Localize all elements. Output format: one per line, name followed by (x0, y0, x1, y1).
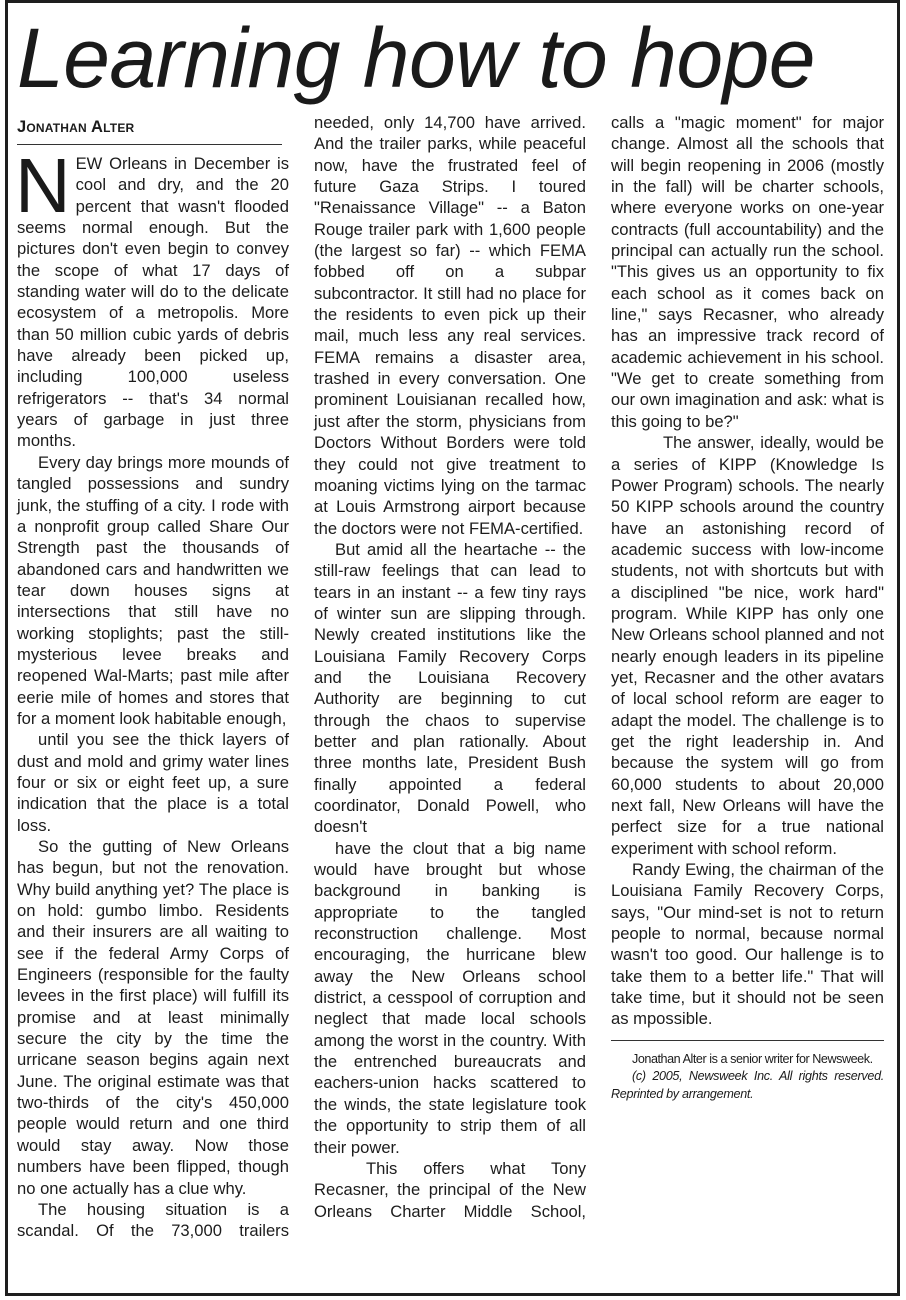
copyright-notice: (c) 2005, Newsweek Inc. All rights reserved. Reprinted by arrangement. (611, 1068, 884, 1101)
paragraph: calls a "magic moment" for major change. Almost all the schools that will begin reopening in 2006 (mostly in the fall) will be charter schools, where everyone works on one-year contracts (full accountability) and the principal can actually run the school. "This gives us an opportunity to fix each school as it comes back on line," says Recasner, who already has an impressive track record of academic achievement in his school. "We get to create something from our own imagination and ask: what is this going to be?" (611, 113, 884, 431)
paragraph: have the clout that a big name would have brought but whose background in banking is appropriate to the tangled reconstruction challenge. Most encouraging, the hurricane blew away the New Orleans school district, a cesspool of corruption and neglect that made local schools among the worst in the country. With the entrenched bureaucrats and eachers-union hacks scattered to the winds, the state legislature took the opportunity to strip them of all their power. (314, 838, 586, 1157)
author-note: Jonathan Alter is a senior writer for Newsweek. (632, 1051, 873, 1066)
paragraph: The housing situation is a scandal. Of the 73,000 trailers (17, 1199, 289, 1241)
paragraph: This offers what Tony Recasner, the principal of the New Orleans Charter Middle School, (314, 1158, 586, 1221)
paragraph: Randy Ewing, the chairman of the Louisiana Family Recovery Corps, says, "Our mind-set is not to return people to normal, because normal wasn't too good. Our hallenge is to take them to a better life." That will take time, but it should not be seen as mpossible. (611, 860, 884, 1029)
paragraph: Every day brings more mounds of tangled possessions and sundry junk, the stuffing of a city. I rode with a nonprofit group called Share Our Strength past the thousands of abandoned cars and handwritten we tear down houses signs at intersections that still have no working stoplights; past the still-mysterious levee breaks and reopened Wal-Marts; past mile after eerie mile of homes and stores that for a moment look habitable enough, (17, 452, 289, 728)
paragraph: But amid all the heartache -- the still-raw feelings that can lead to tears in an instant -- a few tiny rays of winter sun are slipping through. Newly created institutions like the Louisiana Family Recovery Corps and the Louisiana Recovery Authority are beginning to cut through the chaos to supervise better and plan rationally. About three months late, President Bush finally appointed a federal coordinator, Donald Powell, who doesn't (314, 539, 586, 837)
paragraph: needed, only 14,700 have arrived. And the trailer parks, while peaceful now, have the frustrated feel of future Gaza Strips. I toured "Renaissance Village" -- a Baton Rouge trailer park with 1,600 people (the largest so far) -- which FEMA fobbed off on a subpar subcontractor. It still had no place for the residents to even pick up their mail, much less any real services. FEMA remains a disaster area, trashed in every conversation. One prominent Louisianan recalled how, just after the storm, physicians from Doctors Without Borders were told they could not give treatment to moaning victims lying on the tarmac at Louis Armstrong airport because the doctors were not FEMA-certified. (314, 113, 586, 538)
article-column-1 (17, 112, 289, 1242)
byline: Jonathan Alter (17, 118, 135, 136)
article-title: Learning how to hope (17, 11, 815, 105)
drop-cap: N (15, 143, 71, 229)
paragraph: until you see the thick layers of dust and mold and grimy water lines four or six or eight feet up, a sure indication that the place is a total loss. (17, 730, 289, 835)
paragraph: So the gutting of New Orleans has begun, but not the renovation. Why build anything yet? The place is on hold: gumbo limbo. Residents and their insurers are all waiting to see if the federal Army Corps of Engineers (responsible for the faulty levees in the first place) will fulfill its promise and at least minimally secure the city by the time the urricane season begins again next June. The original estimate was that two-thirds of the city's 450,000 people would return and one third would stay away. Now those numbers have been flipped, though no one actually has a clue why. (17, 837, 289, 1198)
footer-divider (611, 1040, 884, 1041)
article-column-2 (314, 112, 586, 1222)
paragraph: NEW Orleans in December is cool and dry, and the 20 percent that wasn't flooded seems normal enough. But the pictures don't even begin to convey the scope of what 17 days of standing water will do to the delicate ecosystem of a metropolis. More than 50 million cubic yards of debris have already been picked up, including 100,000 useless refrigerators -- that's 34 normal years of garbage in just three months. (15, 143, 289, 451)
article-column-3 (611, 112, 884, 1103)
paragraph: The answer, ideally, would be a series of KIPP (Knowledge Is Power Program) schools. The nearly 50 KIPP schools around the country have an astonishing record of academic success with low-income students, not with shortcuts but with a disciplined "be nice, work hard" program. While KIPP has only one New Orleans school planned and not nearly enough leaders in its pipeline yet, Recasner and the other avatars of local school reform are eager to adapt the model. The challenge is to get the right leadership in. And because the system will go from 60,000 students to about 20,000 next fall, New Orleans will have the perfect size for a true national experiment with school reform. (611, 433, 884, 858)
